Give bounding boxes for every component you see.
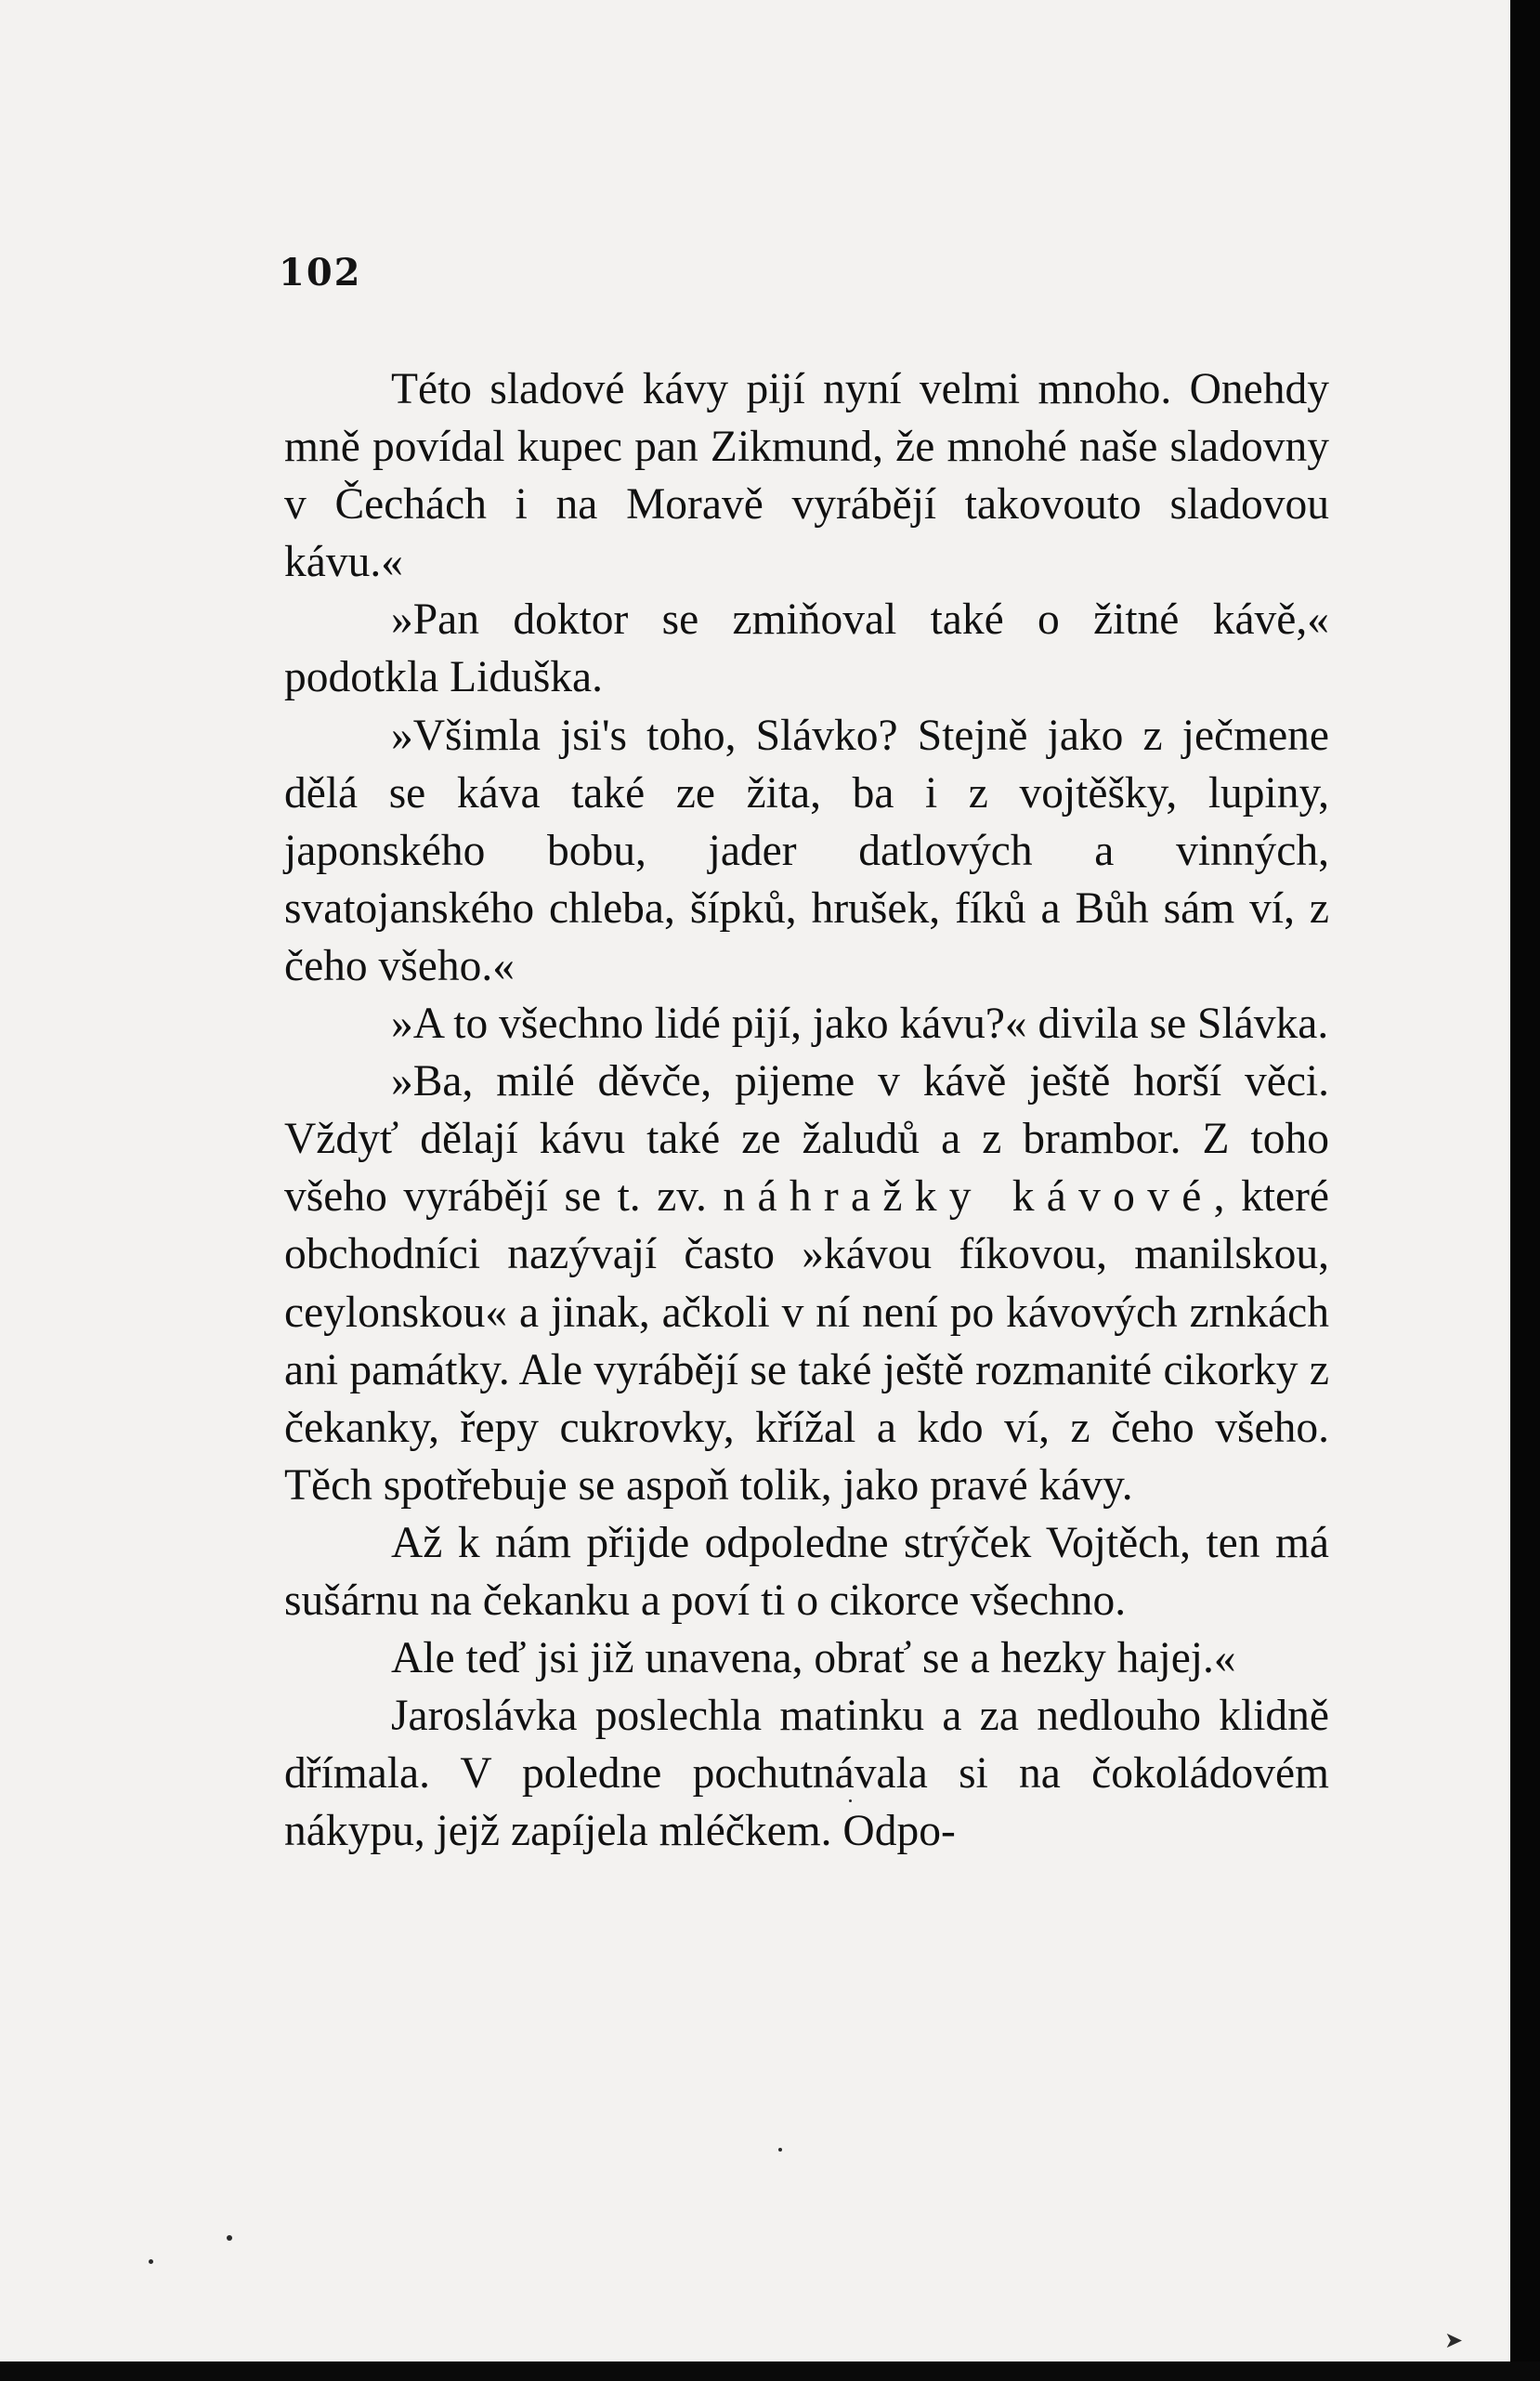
- paragraph: [284, 591, 1329, 706]
- ink-speck: [227, 2235, 232, 2241]
- text-run: »Pan doktor se zmiňoval také o žitné kávě,« podotkla Liduška.: [284, 595, 1329, 702]
- text-run: »Všimla jsi's toho, Slávko? Stejně jako z ječmene dělá se káva také ze žita, ba i z vojtěšky, lupiny, japonského bobu, jader datlových a vinných, svatojanského chleba, šípků, hrušek, fíků a Bůh sám ví, z čeho všeho.«: [284, 711, 1329, 990]
- text-run: Až k nám přijde odpoledne strýček Vojtěch, ten má sušárnu na čekanku a poví ti o cikorce všechno.: [284, 1518, 1329, 1625]
- ink-speck: [778, 2148, 782, 2152]
- paragraph: [284, 360, 1329, 591]
- text-run: »Ba, milé děvče, pijeme v kávě ještě horší věci. Vždyť dělají kávu také ze žaludů a z brambor. Z toho všeho vyrábějí se t. zv.: [284, 1057, 1329, 1222]
- text-run: Ale teď jsi již unavena, obrať se a hezky hajej.«: [391, 1634, 1236, 1683]
- text-run: Této sladové kávy pijí nyní velmi mnoho. Onehdy mně povídal kupec pan Zikmund, že mnohé naše sladovny v Čechách i na Moravě vyrábějí takovouto sladovou kávu.«: [284, 365, 1329, 587]
- page-number: 102: [279, 251, 362, 294]
- page-text: [284, 360, 1329, 1860]
- text-run: Jaroslávka poslechla matinku a za nedlouho klidně dřímala. V poledne pochutnávala si na čokoládovém nákypu, jejž zapíjela mléčkem. Odpo-: [284, 1692, 1329, 1856]
- scan-border-bottom: [0, 2361, 1540, 2381]
- scan-border-right: [1510, 0, 1540, 2381]
- ink-speck: [849, 1799, 852, 1802]
- paragraph: [284, 1053, 1329, 1514]
- paragraph: [284, 1687, 1329, 1860]
- scan-artifact-icon: ➤: [1444, 2327, 1464, 2353]
- paragraph: [284, 1629, 1329, 1687]
- paragraph: [284, 995, 1329, 1053]
- paragraph: [284, 707, 1329, 995]
- emphasized-term: náhražky kávové: [723, 1172, 1214, 1222]
- text-run: »A to všechno lidé pijí, jako kávu?« divila se Slávka.: [391, 1000, 1329, 1049]
- text-run: , které obchodníci nazývají často »kávou fíkovou, manilskou, ceylonskou« a jinak, ačkoli v ní není po kávových zrnkách ani památky. Ale vyrábějí se také ještě rozmanité cikorky z čekanky, řepy cukrovky, křížal a kdo ví, z čeho všeho. Těch spotřebuje se aspoň tolik, jako pravé kávy.: [284, 1172, 1329, 1510]
- ink-speck: [149, 2259, 153, 2264]
- paragraph: [284, 1514, 1329, 1629]
